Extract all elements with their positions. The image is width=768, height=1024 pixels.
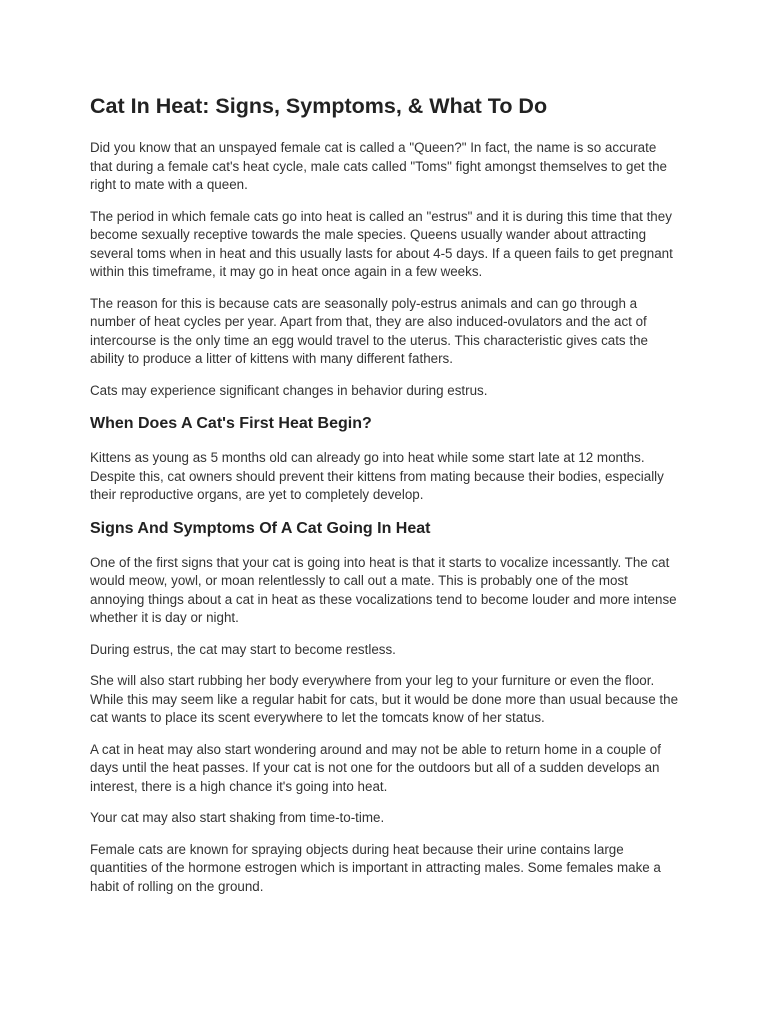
first-heat-paragraph-1: Kittens as young as 5 months old can already go into heat while some start late at 12 months. Despite this, cat owners should prevent their kittens from mating because their bodies, especially their reproductive organs, are yet to completely develop. xyxy=(90,450,664,502)
signs-paragraph-6: Female cats are known for spraying objects during heat because their urine contains large quantities of the hormone estrogen which is important in attracting males. Some females make a habit of rolling on the ground. xyxy=(90,841,661,894)
signs-paragraph-4: A cat in heat may also start wondering around and may not be able to return home in a couple of days until the heat passes. If your cat is not one for the outdoors but all of a sudden develops an interest, there is a high chance it's going into heat. xyxy=(90,741,661,794)
signs-paragraph-1: One of the first signs that your cat is going into heat is that it starts to vocalize incessantly. The cat would meow, yowl, or moan relentlessly to call out a mate. This is probably one of the most annoying things about a cat in heat as these vocalizations tend to become louder and more intense whether it is day or night. xyxy=(90,554,677,625)
document-page xyxy=(90,92,680,909)
intro-paragraph-4: Cats may experience significant changes in behavior during estrus. xyxy=(90,382,488,398)
section-heading-signs: Signs And Symptoms Of A Cat Going In Heat xyxy=(90,519,431,537)
page-title: Cat In Heat: Signs, Symptoms, & What To Do xyxy=(90,94,548,118)
signs-paragraph-3: She will also start rubbing her body everywhere from your leg to your furniture or even the floor. While this may seem like a regular habit for cats, but it would be done more than usual because the cat wants to place its scent everywhere to let the tomcats know of her status. xyxy=(90,673,679,725)
intro-paragraph-2: The period in which female cats go into heat is called an "estrus" and it is during this time that they become sexually receptive towards the male species. Queens usually wander about attracting several toms when in heat and this usually lasts for about 4-5 days. If a queen fails to get pregnant within this timeframe, it may go in heat once again in a few weeks. xyxy=(90,208,673,279)
intro-paragraph-3: The reason for this is because cats are seasonally poly-estrus animals and can go through a number of heat cycles per year. Apart from that, they are also induced-ovulators and the act of intercourse is the only time an egg would travel to the uterus. This characteristic gives cats the ability to produce a litter of kittens with many different fathers. xyxy=(90,295,648,366)
signs-paragraph-2: During estrus, the cat may start to become restless. xyxy=(90,641,396,657)
signs-paragraph-5: Your cat may also start shaking from time-to-time. xyxy=(90,810,385,825)
intro-paragraph-1: Did you know that an unspayed female cat is called a "Queen?" In fact, the name is so accurate that during a female cat's heat cycle, male cats called "Toms" fight amongst themselves to get the right to mate with a queen. xyxy=(90,140,667,192)
section-heading-first-heat: When Does A Cat's First Heat Begin? xyxy=(90,415,372,432)
